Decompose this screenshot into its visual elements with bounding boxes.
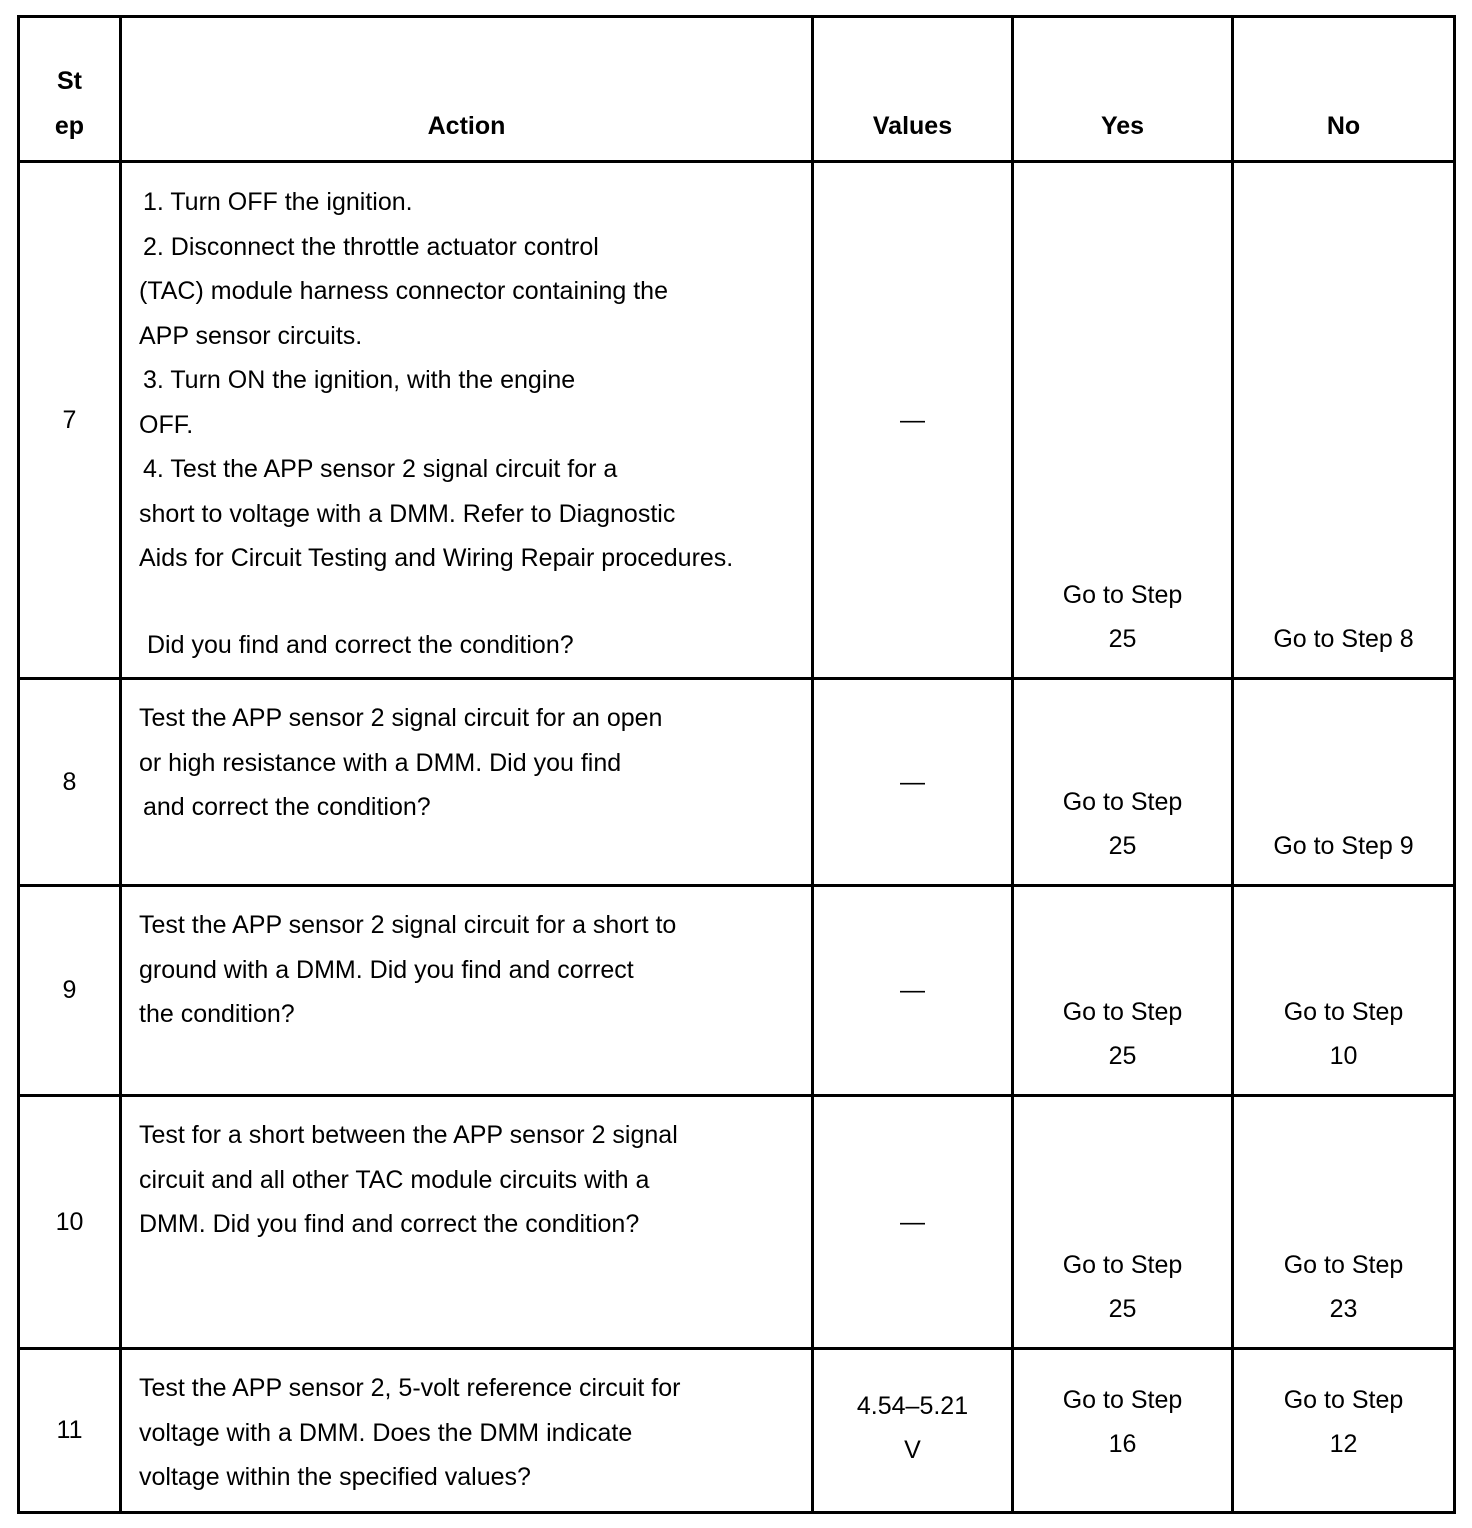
header-row (19, 17, 1455, 162)
header-action: Action (121, 17, 813, 162)
values-cell: — (813, 886, 1013, 1096)
table-row (19, 1096, 1455, 1349)
yes-step-link: Go to Step 25 (1062, 997, 1183, 1070)
no-step-link: Go to Step 10 (1283, 997, 1404, 1070)
yes-cell (1013, 1096, 1233, 1349)
table-row (19, 162, 1455, 679)
action-question: Did you find and correct the condition? (147, 630, 574, 659)
action-line: OFF. (139, 410, 194, 439)
header-step: St ep (19, 17, 121, 162)
action-line: Test for a short between the APP sensor 2 signal (139, 1121, 678, 1149)
action-line: the condition? (139, 1000, 295, 1028)
values-cell: — (813, 679, 1013, 886)
step-number: 10 (19, 1096, 121, 1349)
action-line: voltage with a DMM. Does the DMM indicate (139, 1418, 633, 1447)
action-cell (121, 679, 813, 886)
table-row (19, 886, 1455, 1096)
action-line: APP sensor circuits. (139, 321, 363, 350)
action-line: voltage within the specified values? (139, 1463, 531, 1491)
step-number: 9 (19, 886, 121, 1096)
table-row (19, 679, 1455, 886)
action-cell (121, 1096, 813, 1349)
yes-step-link: Go to Step 25 (1062, 580, 1183, 653)
values-cell: — (813, 162, 1013, 679)
action-line: circuit and all other TAC module circuits with a (139, 1165, 650, 1194)
diagnostic-table (17, 15, 1456, 1514)
values-cell: 4.54–5.21 V (813, 1349, 1013, 1513)
yes-step-link: Go to Step 25 (1062, 787, 1183, 860)
table-row (19, 1349, 1455, 1513)
no-step-link: Go to Step 9 (1273, 831, 1414, 860)
action-cell (121, 886, 813, 1096)
yes-cell (1013, 1349, 1233, 1513)
action-line: ground with a DMM. Did you find and correct (139, 955, 634, 984)
header-yes: Yes (1013, 17, 1233, 162)
yes-step-link: Go to Step 16 (1062, 1386, 1183, 1459)
no-cell (1233, 1349, 1455, 1513)
yes-cell (1013, 886, 1233, 1096)
no-step-link: Go to Step 12 (1283, 1386, 1404, 1459)
action-line: and correct the condition? (143, 793, 431, 821)
no-cell (1233, 1096, 1455, 1349)
action-line: Test the APP sensor 2 signal circuit for a short to (139, 911, 677, 939)
header-no: No (1233, 17, 1455, 162)
header-values: Values (813, 17, 1013, 162)
no-cell (1233, 162, 1455, 679)
no-step-link: Go to Step 8 (1273, 624, 1414, 653)
no-step-link: Go to Step 23 (1283, 1250, 1404, 1323)
yes-cell (1013, 162, 1233, 679)
step-number: 8 (19, 679, 121, 886)
yes-step-link: Go to Step 25 (1062, 1250, 1183, 1323)
action-line: (TAC) module harness connector containing the (139, 277, 668, 305)
action-line: Test the APP sensor 2, 5-volt reference circuit for (139, 1374, 681, 1402)
action-line: short to voltage with a DMM. Refer to Diagnostic (139, 499, 676, 528)
step-number: 7 (19, 162, 121, 679)
action-line: 2. Disconnect the throttle actuator control (143, 232, 599, 261)
no-cell (1233, 679, 1455, 886)
action-line: 4. Test the APP sensor 2 signal circuit for a (143, 455, 618, 483)
action-line: or high resistance with a DMM. Did you find (139, 748, 622, 777)
values-cell: — (813, 1096, 1013, 1349)
action-cell (121, 1349, 813, 1513)
step-number: 11 (19, 1349, 121, 1513)
action-line: 1. Turn OFF the ignition. (143, 188, 413, 216)
yes-cell (1013, 679, 1233, 886)
action-line: DMM. Did you find and correct the condition? (139, 1210, 640, 1238)
no-cell (1233, 886, 1455, 1096)
action-line: Test the APP sensor 2 signal circuit for an open (139, 704, 663, 732)
action-cell (121, 162, 813, 679)
action-line: 3. Turn ON the ignition, with the engine (143, 366, 576, 394)
action-line: Aids for Circuit Testing and Wiring Repair procedures. (139, 544, 734, 572)
